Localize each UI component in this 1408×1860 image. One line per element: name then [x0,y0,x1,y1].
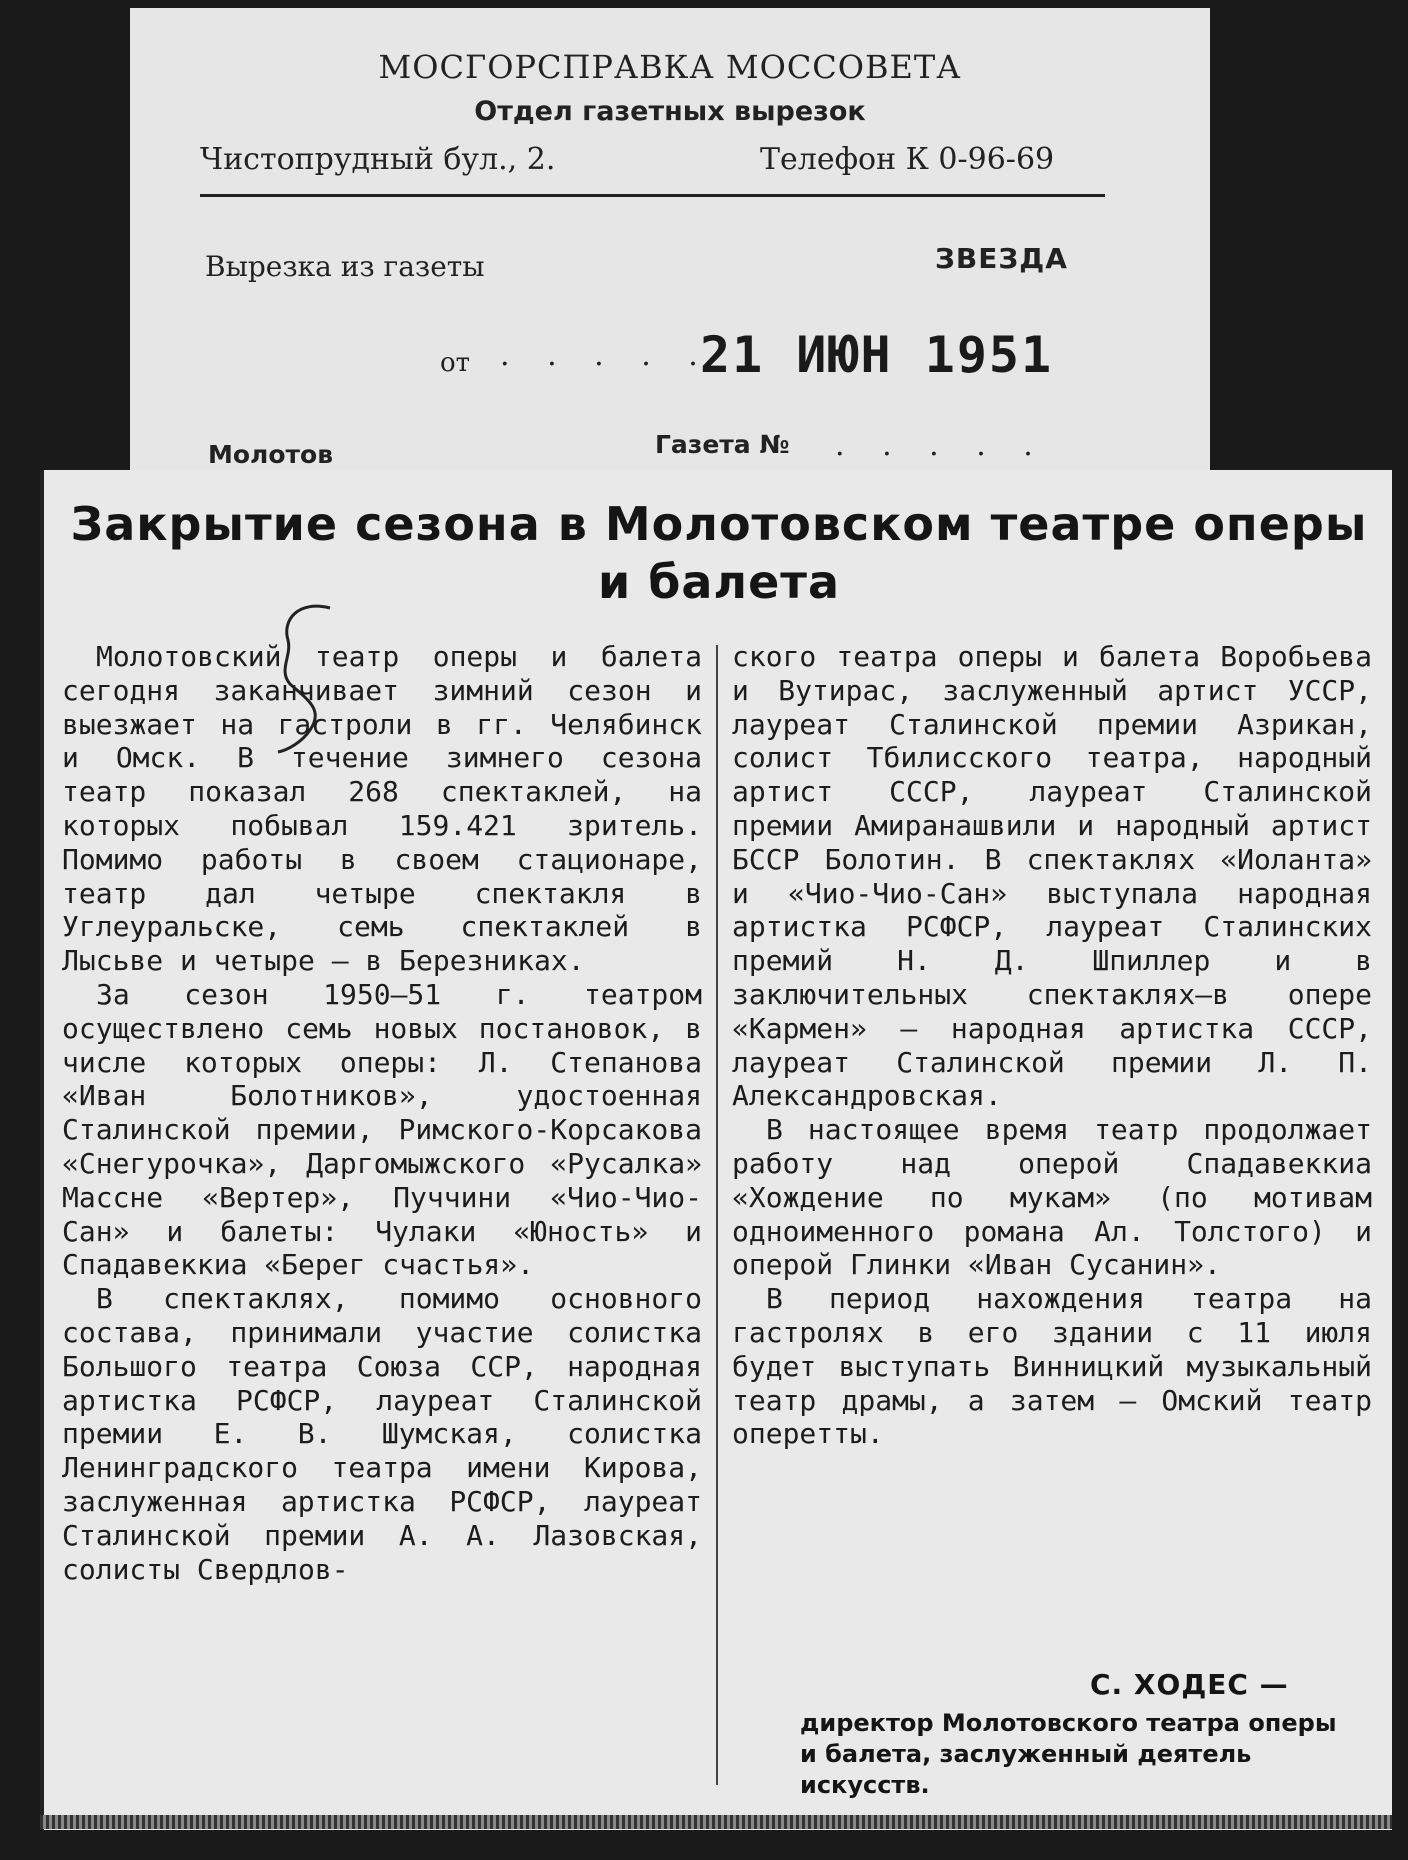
date-from-label: от [440,348,471,378]
article-paragraph: В период нахождения театра на гастролях в его здании с 11 июля будет выступать Винницкий музыкальный театр драмы, а затем — Омский театр оперетты. [732,1282,1372,1451]
clipping-service-slip [130,8,1210,478]
article-paragraph: В спектаклях, помимо основного состава, принимали участие солистка Большого театра Союза ССР, народная артистка РСФСР, лауреат Сталинской премии Е. В. Шумская, солистка Ленинградского театра имени Кирова, заслуженная артистка РСФСР, лауреат Сталинской премии А. А. Лазовская, солисты Свердлов- [62,1282,702,1586]
article-paragraph: В настоящее время театр продолжает работу над оперой Спадавеккиа «Хождение по мукам» (по мотивам одноименного романа Ал. Толстого) и оперой Глинки «Иван Сусанин». [732,1113,1372,1282]
agency-phone: Телефон К 0-96-69 [760,142,1055,177]
newspaper-name: ЗВЕЗДА [935,242,1068,275]
clipping-bottom-edge [40,1815,1392,1829]
agency-address: Чистопрудный бул., 2. [200,142,556,177]
author-signature: С. ХОДЕС — [1090,1668,1289,1701]
article-paragraph: Молотовский театр оперы и балета сегодня заканчивает зимний сезон и выезжает на гастроли в гг. Челябинск и Омск. В течение зимнего сезона театр показал 268 спектаклей, на которых побывал 159.421 зритель. Помимо работы в своем стационаре, театр дал четыре спектакля в Углеуральске, семь спектаклей в Лысьве и четыре — в Березниках. [62,640,702,978]
cut-from-label: Вырезка из газеты [205,250,485,283]
author-title: директор Молотовского театра оперы и балета, заслуженный деятель искусств. [800,1709,1337,1799]
department-title: Отдел газетных вырезок [474,96,866,127]
article-headline: Закрытие сезона в Молотовском театре оперы и балета [70,497,1368,609]
article-column-left [62,640,702,1586]
agency-title: МОСГОРСПРАВКА МОССОВЕТА [378,48,962,86]
issue-number-label: Газета № [655,430,790,459]
header-divider [200,194,1105,197]
issue-leader-dots: . . . . . [835,428,1047,463]
city-label: Молотов [208,440,334,469]
article-paragraph: ского театра оперы и балета Воробьева и Вутирас, заслуженный артист УССР, лауреат Сталинской премии Азрикан, солист Тбилисского театра, народный артист СССР, лауреат Сталинской премии Амиранашвили и народный артист БССР Болотин. В спектаклях «Иоланта» и «Чио-Чио-Сан» выступала народная артистка РСФСР, лауреат Сталинских премий Н. Д. Шпиллер и в заключительных спектаклях—в опере «Кармен» — народная артистка СССР, лауреат Сталинской премии Л. П. Александровская. [732,640,1372,1113]
pencil-mark-icon [268,600,338,760]
date-leader-dots: . . . . . [500,338,712,373]
date-stamp: 21 ИЮН 1951 [700,326,1054,384]
article-column-right [732,640,1372,1451]
column-divider [716,645,718,1785]
article-paragraph: За сезон 1950—51 г. театром осуществлено семь новых постановок, в числе которых оперы: Л. Степанова «Иван Болотников», удостоенная Сталинской премии, Римского-Корсакова «Снегурочка», Даргомыжского «Русалка» Массне «Вертер», Пуччини «Чио-Чио-Сан» и балеты: Чулаки «Юность» и Спадавеккиа «Берег счастья». [62,977,702,1282]
